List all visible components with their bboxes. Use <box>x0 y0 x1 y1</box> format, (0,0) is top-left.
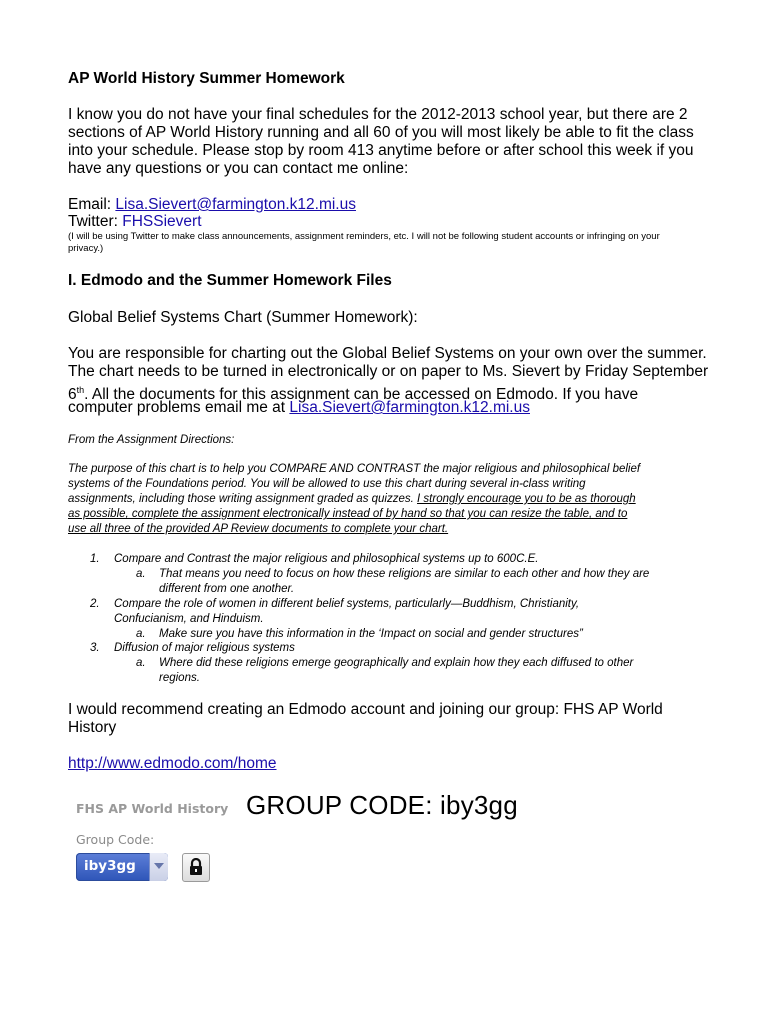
intro-line-4: have any questions or you can contact me online: <box>68 160 409 177</box>
intro-line-3: into your schedule. Please stop by room 413 anytime before or after school this week if you <box>68 142 694 159</box>
email-label: Email: <box>68 196 112 213</box>
list-item-2-line-1: Compare the role of women in different belief systems, particularly—Buddhism, Christianity, <box>114 598 580 610</box>
page-title: AP World History Summer Homework <box>68 70 345 87</box>
twitter-note-line-2: privacy.) <box>68 243 104 254</box>
due-day: 6 <box>68 386 77 403</box>
assignment-para-line-4-text: computer problems email me at <box>68 399 290 416</box>
group-code-select[interactable] <box>76 853 168 881</box>
lock-button[interactable] <box>182 853 210 882</box>
directions-line-2: systems of the Foundations period. You will be allowed to use this chart during several in-class writing <box>68 478 586 490</box>
chevron-down-icon[interactable] <box>149 853 168 881</box>
directions-line-3-text: assignments, including those writing assignment graded as quizzes. <box>68 493 418 505</box>
twitter-handle[interactable]: FHSSievert <box>122 213 202 230</box>
list-item-3a-line-2: regions. <box>159 672 200 684</box>
assignment-para-line-3-text: . All the documents for this assignment can be accessed on Edmodo. If you have <box>84 386 639 403</box>
list-number-1: 1. <box>90 553 100 565</box>
list-letter-2a: a. <box>136 628 146 640</box>
twitter-row <box>68 213 202 231</box>
list-number-3: 3. <box>90 642 100 654</box>
directions-emphasis-start: I strongly encourage you to be as thorough <box>417 493 636 505</box>
list-item-1a-line-1: That means you need to focus on how these religions are similar to each other and how they are <box>159 568 650 580</box>
edmodo-link[interactable]: http://www.edmodo.com/home <box>68 755 277 772</box>
list-item-3a-line-1: Where did these religions emerge geographically and explain how they each diffused to other <box>159 657 634 669</box>
due-day-suffix: th <box>76 385 85 395</box>
list-item-1a-line-2: different from one another. <box>159 583 295 595</box>
intro-line-1: I know you do not have your final schedules for the 2012-2013 school year, but there are 2 <box>68 106 688 123</box>
widget-group-code-label: Group Code: <box>76 832 155 847</box>
assignment-para-line-4 <box>68 399 530 417</box>
twitter-note-line-1: (I will be using Twitter to make class announcements, assignment reminders, etc. I will not be following student accounts or infringing on your <box>68 231 660 242</box>
email-link-2[interactable]: Lisa.Sievert@farmington.k12.mi.us <box>289 399 530 416</box>
email-row <box>68 196 356 214</box>
list-item-3: Diffusion of major religious systems <box>114 642 295 654</box>
directions-line-5: use all three of the provided AP Review documents to complete your chart. <box>68 523 449 535</box>
assignment-para-line-2: The chart needs to be turned in electronically or on paper to Ms. Sievert by Friday September <box>68 363 709 380</box>
group-code-value: iby3gg <box>84 858 136 874</box>
list-item-2a: Make sure you have this information in the ‘Impact on social and gender structures” <box>159 628 583 640</box>
widget-group-name: FHS AP World History <box>76 801 229 816</box>
intro-line-2: sections of AP World History running and all 60 of you will most likely be able to fit the class <box>68 124 694 141</box>
lock-icon <box>188 858 204 876</box>
directions-line-4: as possible, complete the assignment electronically instead of by hand so that you can resize the table, and to <box>68 508 628 520</box>
twitter-label: Twitter: <box>68 213 118 230</box>
list-item-2-line-2: Confucianism, and Hinduism. <box>114 613 264 625</box>
list-item-1: Compare and Contrast the major religious and philosophical systems up to 600C.E. <box>114 553 539 565</box>
list-letter-3a: a. <box>136 657 146 669</box>
section-heading: I. Edmodo and the Summer Homework Files <box>68 272 392 289</box>
assignment-para-line-1: You are responsible for charting out the Global Belief Systems on your own over the summer. <box>68 345 707 362</box>
directions-line-3 <box>68 492 636 507</box>
recommend-line-2: History <box>68 719 117 736</box>
section-subtitle: Global Belief Systems Chart (Summer Homework): <box>68 309 418 326</box>
list-number-2: 2. <box>90 598 100 610</box>
group-code-title: GROUP CODE: iby3gg <box>246 790 518 820</box>
directions-line-1: The purpose of this chart is to help you COMPARE AND CONTRAST the major religious and philosophical belief <box>68 463 641 475</box>
email-link[interactable]: Lisa.Sievert@farmington.k12.mi.us <box>115 196 356 213</box>
directions-label: From the Assignment Directions: <box>68 434 235 446</box>
list-letter-1a: a. <box>136 568 146 580</box>
recommend-line-1: I would recommend creating an Edmodo account and joining our group: FHS AP World <box>68 701 663 718</box>
